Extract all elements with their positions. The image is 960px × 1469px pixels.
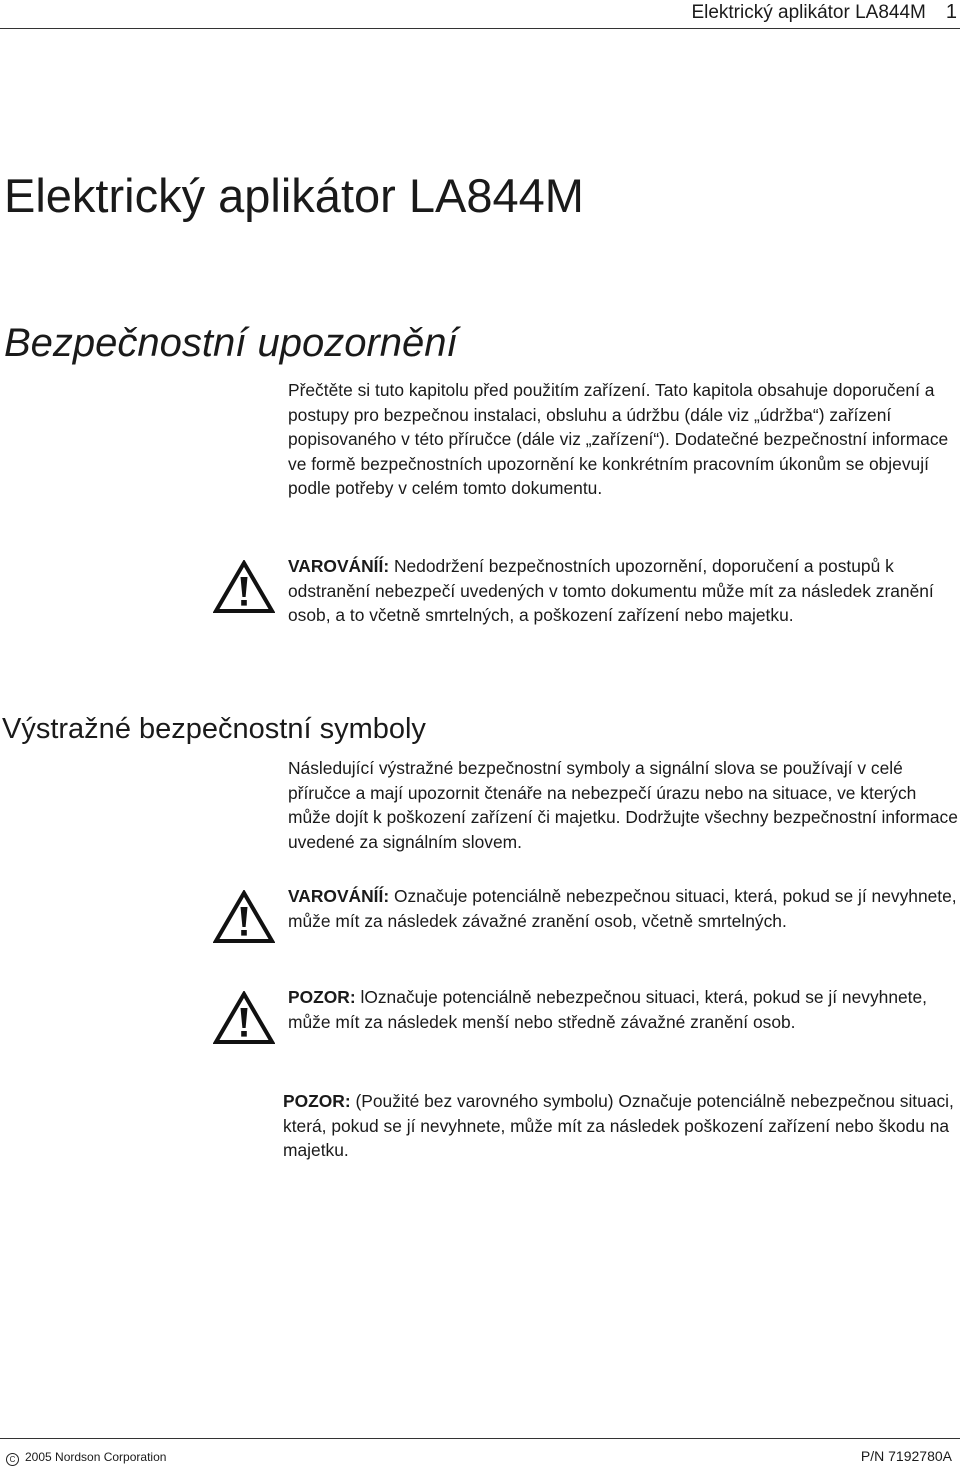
caution-no-symbol-text: (Použité bez varovného symbolu) Označuje potenciálně nebezpečnou situaci, která, pokud se jí nevyhnete, může mít za následek poškození zařízení nebo škodu na majetku. xyxy=(283,1091,954,1160)
caution-no-symbol-definition xyxy=(283,1089,960,1163)
caution-label: POZOR: xyxy=(283,1091,351,1111)
warning-text: Nedodržení bezpečnostních upozornění, doporučení a postupů k odstranění nebezpečí uvedených v tomto dokumentu může mít za následek zranění osob, a to včetně smrtelných, a poškození zařízení nebo majetku. xyxy=(288,556,934,625)
header-rule xyxy=(0,28,960,29)
document-title: Elektrický aplikátor LA844M xyxy=(4,169,584,222)
subsection-intro: Následující výstražné bezpečnostní symboly a signální slova se používají v celé příručce a mají upozornit čtenáře na nebezpečí úrazu nebo na situace, ve kterých může dojít k poškození zařízení či majetku. Dodržujte všechny bezpečnostní informace uvedené za signálním slovem. xyxy=(288,758,958,852)
section-intro: Přečtěte si tuto kapitolu před použitím zařízení. Tato kapitola obsahuje doporučení a postupy pro bezpečnou instalaci, obsluhu a údržbu (dále viz „údržba“) zařízení popisovaného v této příručce (dále viz „zařízení“). Dodatečné bezpečnostní informace ve formě bezpečnostních upozornění ke konkrétním pracovním úkonům se objevují podle potřeby v celém tomto dokumentu. xyxy=(288,380,949,498)
warning-definition-text: Označuje potenciálně nebezpečnou situaci, která, pokud se jí nevyhnete, může mít za následek závažné zranění osob, včetně smrtelných. xyxy=(288,886,957,931)
warning-label: VAROVÁNÍÍ: xyxy=(288,886,390,906)
warning-triangle-icon xyxy=(213,890,275,944)
subsection-title: Výstražné bezpečnostní symboly xyxy=(2,713,426,745)
caution-definition xyxy=(288,985,960,1034)
footer-copyright xyxy=(6,1450,166,1466)
running-title: Elektrický aplikátor LA844M xyxy=(691,2,926,23)
page-number: 1 xyxy=(945,1,957,23)
warning-triangle-icon xyxy=(213,991,275,1045)
warning-triangle-icon xyxy=(213,560,275,614)
running-header xyxy=(691,1,960,24)
warning-definition xyxy=(288,884,960,933)
footer-rule xyxy=(0,1438,960,1439)
caution-definition-text: lOznačuje potenciálně nebezpečnou situaci, která, pokud se jí nevyhnete, může mít za následek menší nebo středně závažné zranění osob. xyxy=(288,987,928,1032)
warning-label: VAROVÁNÍÍ: xyxy=(288,556,390,576)
copyright-text: 2005 Nordson Corporation xyxy=(25,1450,167,1464)
copyright-icon: C xyxy=(6,1453,19,1466)
section-title: Bezpečnostní upozornění xyxy=(4,321,458,365)
warning-paragraph xyxy=(288,554,960,628)
caution-label: POZOR: xyxy=(288,987,356,1007)
part-number: P/N 7192780A xyxy=(860,1448,952,1464)
